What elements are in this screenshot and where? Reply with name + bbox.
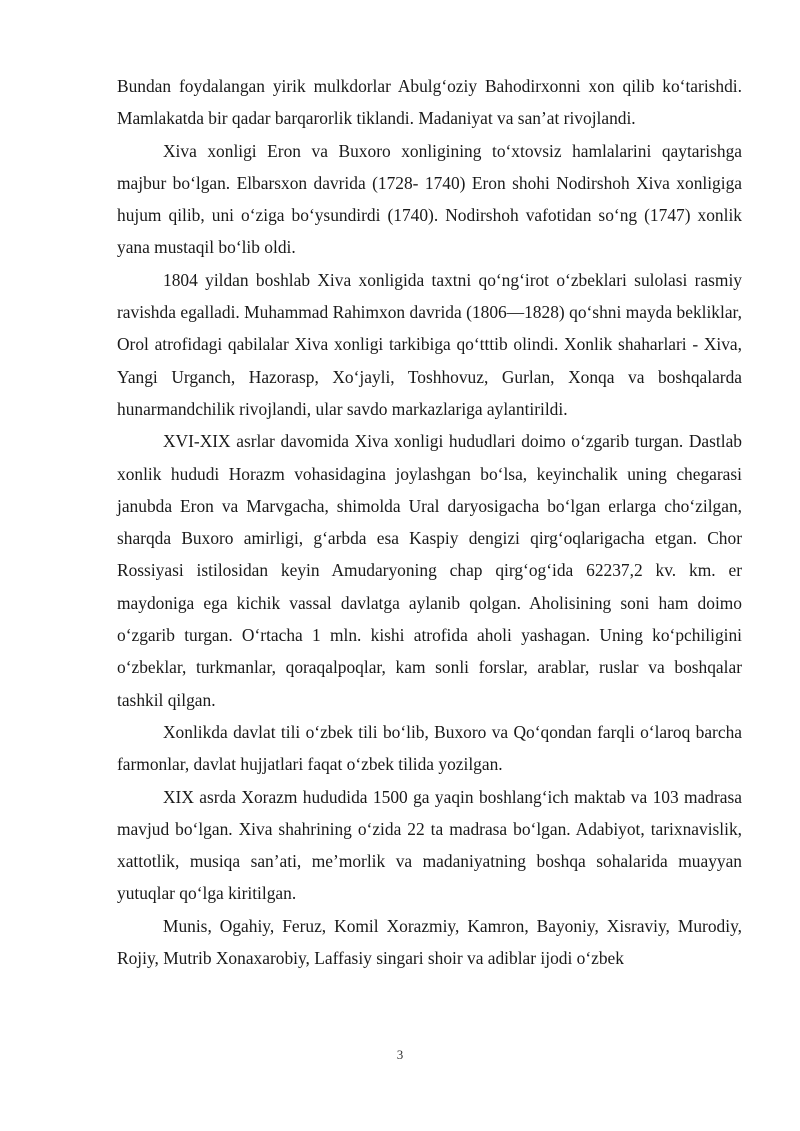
paragraph-3: 1804 yildan boshlab Xiva xonligida taxtni qo‘ng‘irot o‘zbeklari sulolasi rasmiy ravishda egalladi. Muhammad Rahimxon davrida (1806—1828) qo‘shni mayda bekliklar, Orol atrofidagi qabilalar Xiva xonligi tarkibiga qo‘tttib olindi. Xonlik shaharlari - Xiva, Yangi Urganch, Hazorasp, Xo‘jayli, Toshhovuz, Gurlan, Xonqa va boshqalarda hunarmandchilik rivojlandi, ular savdo markazlariga aylantirildi. xyxy=(117,269,742,419)
document-body xyxy=(117,70,742,974)
paragraph-4: XVI-XIX asrlar davomida Xiva xonligi hududlari doimo o‘zgarib turgan. Dastlab xonlik hududi Horazm vohasidagina joylashgan bo‘lsa, keyinchalik uning chegarasi janubda Eron va Marvgacha, shimolda Ural daryosigacha bo‘lgan erlarga cho‘zilgan, sharqda Buxoro amirligi, g‘arbda esa Kaspiy dengizi qirg‘oqlarigacha etgan. Chor Rossiyasi istilosidan keyin Amudaryoning chap qirg‘og‘ida 62237,2 kv. km. er maydoniga ega kichik vassal davlatga aylanib qolgan. Aholisining soni ham doimo o‘zgarib turgan. O‘rtacha 1 mln. kishi atrofida aholi yashagan. Uning ko‘pchiligini o‘zbeklar, turkmanlar, qoraqalpoqlar, kam sonli forslar, arablar, ruslar va boshqalar tashkil qilgan. xyxy=(117,431,742,710)
paragraph-2: Xiva xonligi Eron va Buxoro xonligining to‘xtovsiz hamlalarini qaytarishga majbur bo‘lgan. Elbarsxon davrida (1728- 1740) Eron shohi Nodirshoh Xiva xonligiga hujum qilib, uni o‘ziga bo‘ysundirdi (1740). Nodirshoh vafotidan so‘ng (1747) xonlik yana mustaqil bo‘lib oldi. xyxy=(117,140,742,258)
paragraph-5: Xonlikda davlat tili o‘zbek tili bo‘lib, Buxoro va Qo‘qondan farqli o‘laroq barcha farmonlar, davlat hujjatlari faqat o‘zbek tilida yozilgan. xyxy=(117,721,742,775)
paragraph-7: Munis, Ogahiy, Feruz, Komil Xorazmiy, Kamron, Bayoniy, Xisraviy, Murodiy, Rojiy, Mutrib Xonaxarobiy, Laffasiy singari shoir va adiblar ijodi o‘zbek xyxy=(117,915,742,969)
page-number: 3 xyxy=(396,1047,404,1062)
paragraph-6: XIX asrda Xorazm hududida 1500 ga yaqin boshlang‘ich maktab va 103 madrasa mavjud bo‘lgan. Xiva shahrining o‘zida 22 ta madrasa bo‘lgan. Adabiyot, tarixnavislik, xattotlik, musiqa san’ati, me’morlik va madaniyatning boshqa sohalarida muayyan yutuqlar qo‘lga kiritilgan. xyxy=(117,786,742,904)
paragraph-1: Bundan foydalangan yirik mulkdorlar Abulg‘oziy Bahodirxonni xon qilib ko‘tarishdi. Mamlakatda bir qadar barqarorlik tiklandi. Madaniyat va san’at rivojlandi. xyxy=(117,76,742,129)
